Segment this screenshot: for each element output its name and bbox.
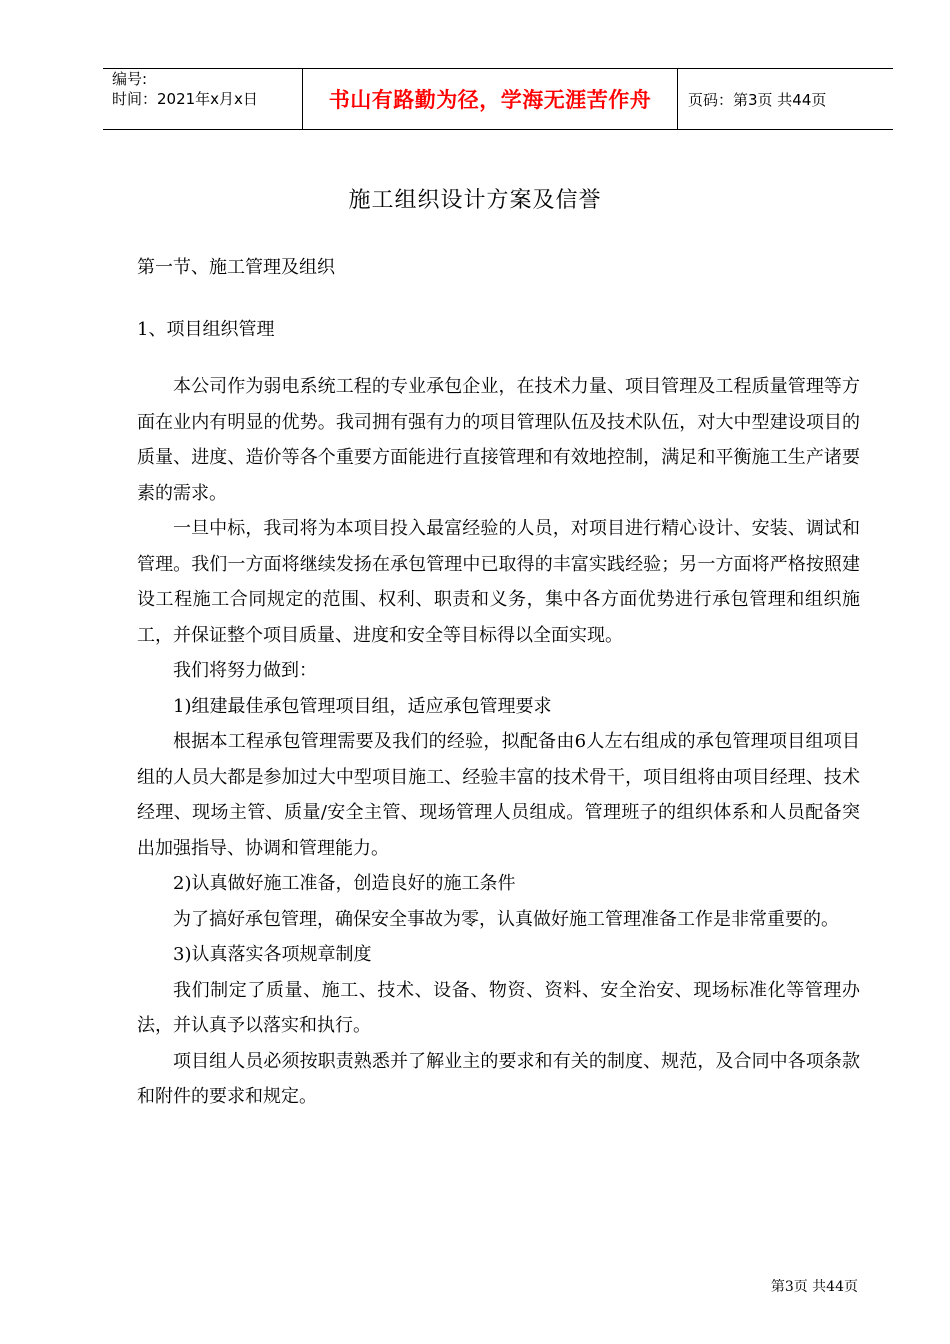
paragraph: 一旦中标，我司将为本项目投入最富经验的人员，对项目进行精心设计、安装、调试和管理。我们一方面将继续发扬在承包管理中已取得的丰富实践经验；另一方面将严格按照建设工程施工合同规定的范围、权利、职责和义务，集中各方面优势进行承包管理和组织施工，并保证整个项目质量、进度和安全等目标得以全面实现。 [137,518,860,646]
time-label: 时间：2021年x月x日 [112,90,258,108]
code-label: 编号: [112,70,148,88]
paragraph: 本公司作为弱电系统工程的专业承包企业，在技术力量、项目管理及工程质量管理等方面在业内有明显的优势。我司拥有强有力的项目管理队伍及技术队伍，对大中型建设项目的质量、进度、造价等各个重要方面能进行直接管理和有效地控制，满足和平衡施工生产诸要素的需求。 [137,376,860,504]
page-header [103,68,893,130]
header-motto: 书山有路勤为径，学海无涯苦作舟 [303,69,678,129]
paragraph: 我们制定了质量、施工、技术、设备、物资、资料、安全治安、现场标准化等管理办法，并认真予以落实和执行。 [137,979,860,1036]
paragraph: 3)认真落实各项规章制度 [173,944,372,965]
paragraph: 根据本工程承包管理需要及我们的经验，拟配备由6人左右组成的承包管理项目组项目组的人员大都是参加过大中型项目施工、经验丰富的技术骨干，项目组将由项目经理、技术经理、现场主管、质量/安全主管、现场管理人员组成。管理班子的组织体系和人员配备突出加强指导、协调和管理能力。 [137,731,860,859]
paragraph: 2)认真做好施工准备，创造良好的施工条件 [173,873,516,894]
subsection-heading: 1、项目组织管理 [137,319,275,340]
document-body [137,369,860,1115]
header-meta [103,69,303,129]
page-footer: 第3页 共44页 [770,1279,858,1295]
header-page-info: 页码：第3页 共44页 [688,90,827,109]
paragraph: 1)组建最佳承包管理项目组，适应承包管理要求 [173,695,552,717]
paragraph: 项目组人员必须按职责熟悉并了解业主的要求和有关的制度、规范，及合同中各项条款和附件的要求和规定。 [137,1050,860,1107]
paragraph: 我们将努力做到： [173,660,317,681]
section-heading: 第一节、施工管理及组织 [137,257,335,278]
paragraph: 为了搞好承包管理，确保安全事故为零，认真做好施工管理准备工作是非常重要的。 [173,908,839,930]
document-title: 施工组织设计方案及信誉 [348,188,602,213]
